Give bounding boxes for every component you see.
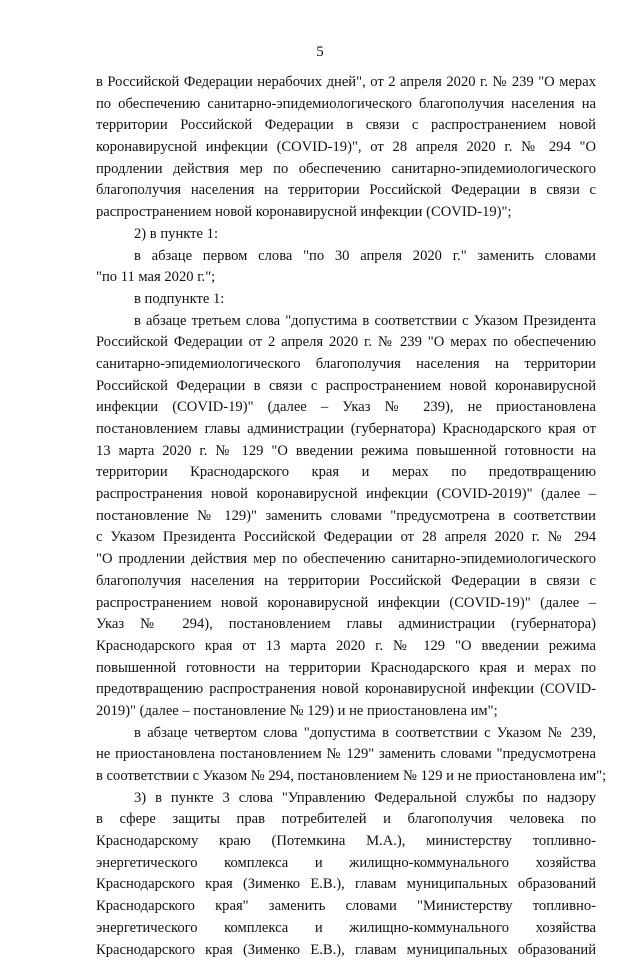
text-line: Краснодарского края (Зименко Е.В.), главам муниципальных образований <box>96 940 596 961</box>
document-body <box>96 72 596 961</box>
text-line: энергетического комплекса и жилищно-коммунального хозяйства <box>96 918 596 940</box>
text-line: Краснодарского края (Зименко Е.В.), главам муниципальных образований <box>96 874 596 896</box>
text-line: по обеспечению санитарно-эпидемиологического благополучия населения на <box>96 94 596 116</box>
text-line: постановление № 129)" заменить словами "предусмотрена в соответствии <box>96 506 596 528</box>
text-line: Краснодарскому краю (Потемкина М.А.), министерству топливно- <box>96 831 596 853</box>
text-line: повышенной готовности на территории Краснодарского края и мерах по <box>96 658 596 680</box>
text-line: распространением новой коронавирусной инфекции (COVID-19)"; <box>96 202 596 224</box>
text-line: в подпункте 1: <box>96 289 596 311</box>
text-line: в абзаце четвертом слова "допустима в соответствии с Указом № 239, <box>96 723 596 745</box>
text-line: с Указом Президента Российской Федерации от 28 апреля 2020 г. № 294 <box>96 527 596 549</box>
text-line: Российской Федерации от 2 апреля 2020 г. № 239 "О мерах по обеспечению <box>96 332 596 354</box>
text-line: благополучия населения на территории Российской Федерации в связи с <box>96 571 596 593</box>
text-line: не приостановлена постановлением № 129" заменить словами "предусмотрена <box>96 744 596 766</box>
text-line: "О продлении действия мер по обеспечению санитарно-эпидемиологического <box>96 549 596 571</box>
text-line: в абзаце первом слова "по 30 апреля 2020 г." заменить словами <box>96 246 596 268</box>
text-line: Краснодарского края" заменить словами "Министерству топливно- <box>96 896 596 918</box>
text-line: распространением новой коронавирусной инфекции (COVID-19)" (далее – <box>96 593 596 615</box>
text-line: постановлением главы администрации (губернатора) Краснодарского края от <box>96 419 596 441</box>
text-line: продлении действия мер по обеспечению санитарно-эпидемиологического <box>96 159 596 181</box>
text-line: Российской Федерации в связи с распространением новой коронавирусной <box>96 376 596 398</box>
text-line: предотвращению распространения новой коронавирусной инфекции (COVID- <box>96 679 596 701</box>
text-line: 2019)" (далее – постановление № 129) и не приостановлена им"; <box>96 701 596 723</box>
text-line: инфекции (COVID-19)" (далее – Указ № 239), не приостановлена <box>96 397 596 419</box>
text-line: в абзаце третьем слова "допустима в соответствии с Указом Президента <box>96 311 596 333</box>
text-line: территории Российской Федерации в связи с распространением новой <box>96 115 596 137</box>
text-line: энергетического комплекса и жилищно-коммунального хозяйства <box>96 853 596 875</box>
text-line: Указ № 294), постановлением главы администрации (губернатора) <box>96 614 596 636</box>
text-line: 3) в пункте 3 слова "Управлению Федеральной службы по надзору <box>96 788 596 810</box>
text-line: в Российской Федерации нерабочих дней", от 2 апреля 2020 г. № 239 "О мерах <box>96 72 596 94</box>
text-line: Краснодарского края от 13 марта 2020 г. № 129 "О введении режима <box>96 636 596 658</box>
text-line: "по 11 мая 2020 г."; <box>96 267 596 289</box>
text-line: территории Краснодарского края и мерах по предотвращению <box>96 462 596 484</box>
text-line: в сфере защиты прав потребителей и благополучия человека по <box>96 809 596 831</box>
text-line: санитарно-эпидемиологического благополучия населения на территории <box>96 354 596 376</box>
text-line: коронавирусной инфекции (COVID-19)", от 28 апреля 2020 г. № 294 "О <box>96 137 596 159</box>
text-line: распространения новой коронавирусной инфекции (COVID-2019)" (далее – <box>96 484 596 506</box>
text-line: 13 марта 2020 г. № 129 "О введении режима повышенной готовности на <box>96 441 596 463</box>
text-line: благополучия населения на территории Российской Федерации в связи с <box>96 180 596 202</box>
text-line: в соответствии с Указом № 294, постановлением № 129 и не приостановлена им"; <box>96 766 596 788</box>
text-line: 2) в пункте 1: <box>96 224 596 246</box>
page-number: 5 <box>0 44 640 61</box>
